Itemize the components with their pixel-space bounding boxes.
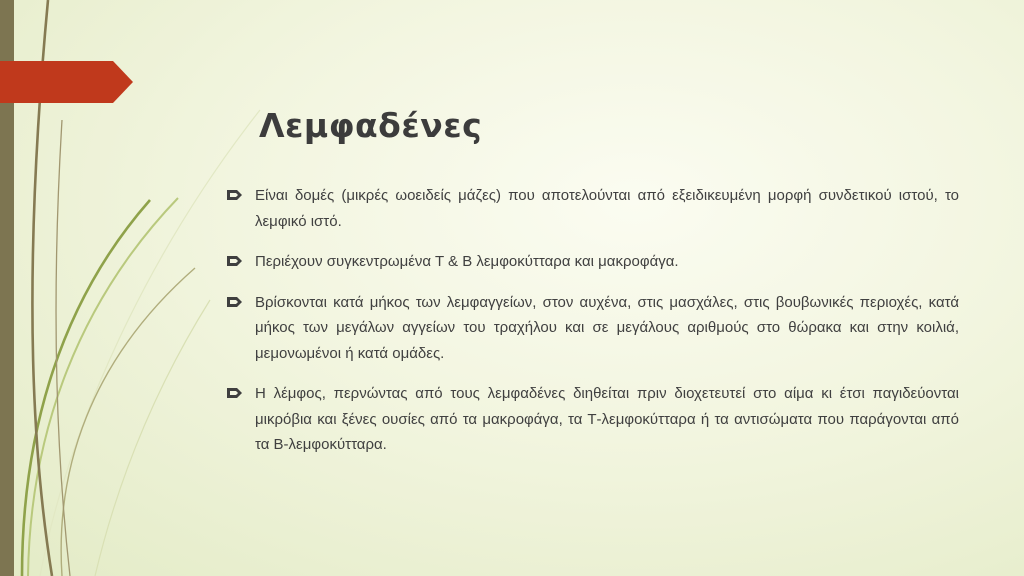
curve-green-light: [28, 198, 178, 576]
bullet-text: Βρίσκονται κατά μήκος των λεμφαγγείων, στον αυχένα, στις μασχάλες, στις βουβωνικές περιοχές, κατά μήκος των μεγάλων αγγείων του τραχήλου και σε μεγάλους αριθμούς στο θώρακα και στην κοιλιά, μεμονωμένοι ή κατά ομάδες.: [255, 293, 959, 362]
curve-green-main: [22, 200, 150, 576]
bullet-text: Είναι δομές (μικρές ωοειδείς μάζες) που αποτελούνται από εξειδικευμένη μορφή συνδετικού ιστού, το λεμφικό ιστό.: [255, 187, 959, 230]
bullet-item: [227, 183, 959, 234]
bullet-text: Περιέχουν συγκεντρωμένα Τ & Β λεμφοκύτταρα και μακροφάγα.: [255, 253, 679, 270]
arrow-right-icon: [227, 190, 242, 200]
curve-thin-olive: [61, 268, 195, 576]
bullet-item: [227, 249, 959, 275]
bullet-list: [227, 183, 959, 473]
bullet-item: [227, 290, 959, 367]
bullet-item: [227, 381, 959, 458]
arrow-right-icon: [227, 256, 242, 266]
curve-brown-thin: [56, 120, 70, 576]
accent-arrow-tab: [0, 61, 133, 103]
arrow-right-icon: [227, 297, 242, 307]
arrow-right-icon: [227, 388, 242, 398]
curve-thin-light-2: [95, 300, 210, 576]
slide-title: Λεμφαδένες: [259, 106, 483, 145]
bullet-text: Η λέμφος, περνώντας από τους λεμφαδένες διηθείται πριν διοχετευτεί στο αίμα κι έτσι παγιδεύονται μικρόβια και ξένες ουσίες από τα μακροφάγα, τα Τ-λεμφοκύτταρα ή τα αντισώματα που παράγονται από τα Β-λεμφοκύτταρα.: [255, 385, 959, 453]
